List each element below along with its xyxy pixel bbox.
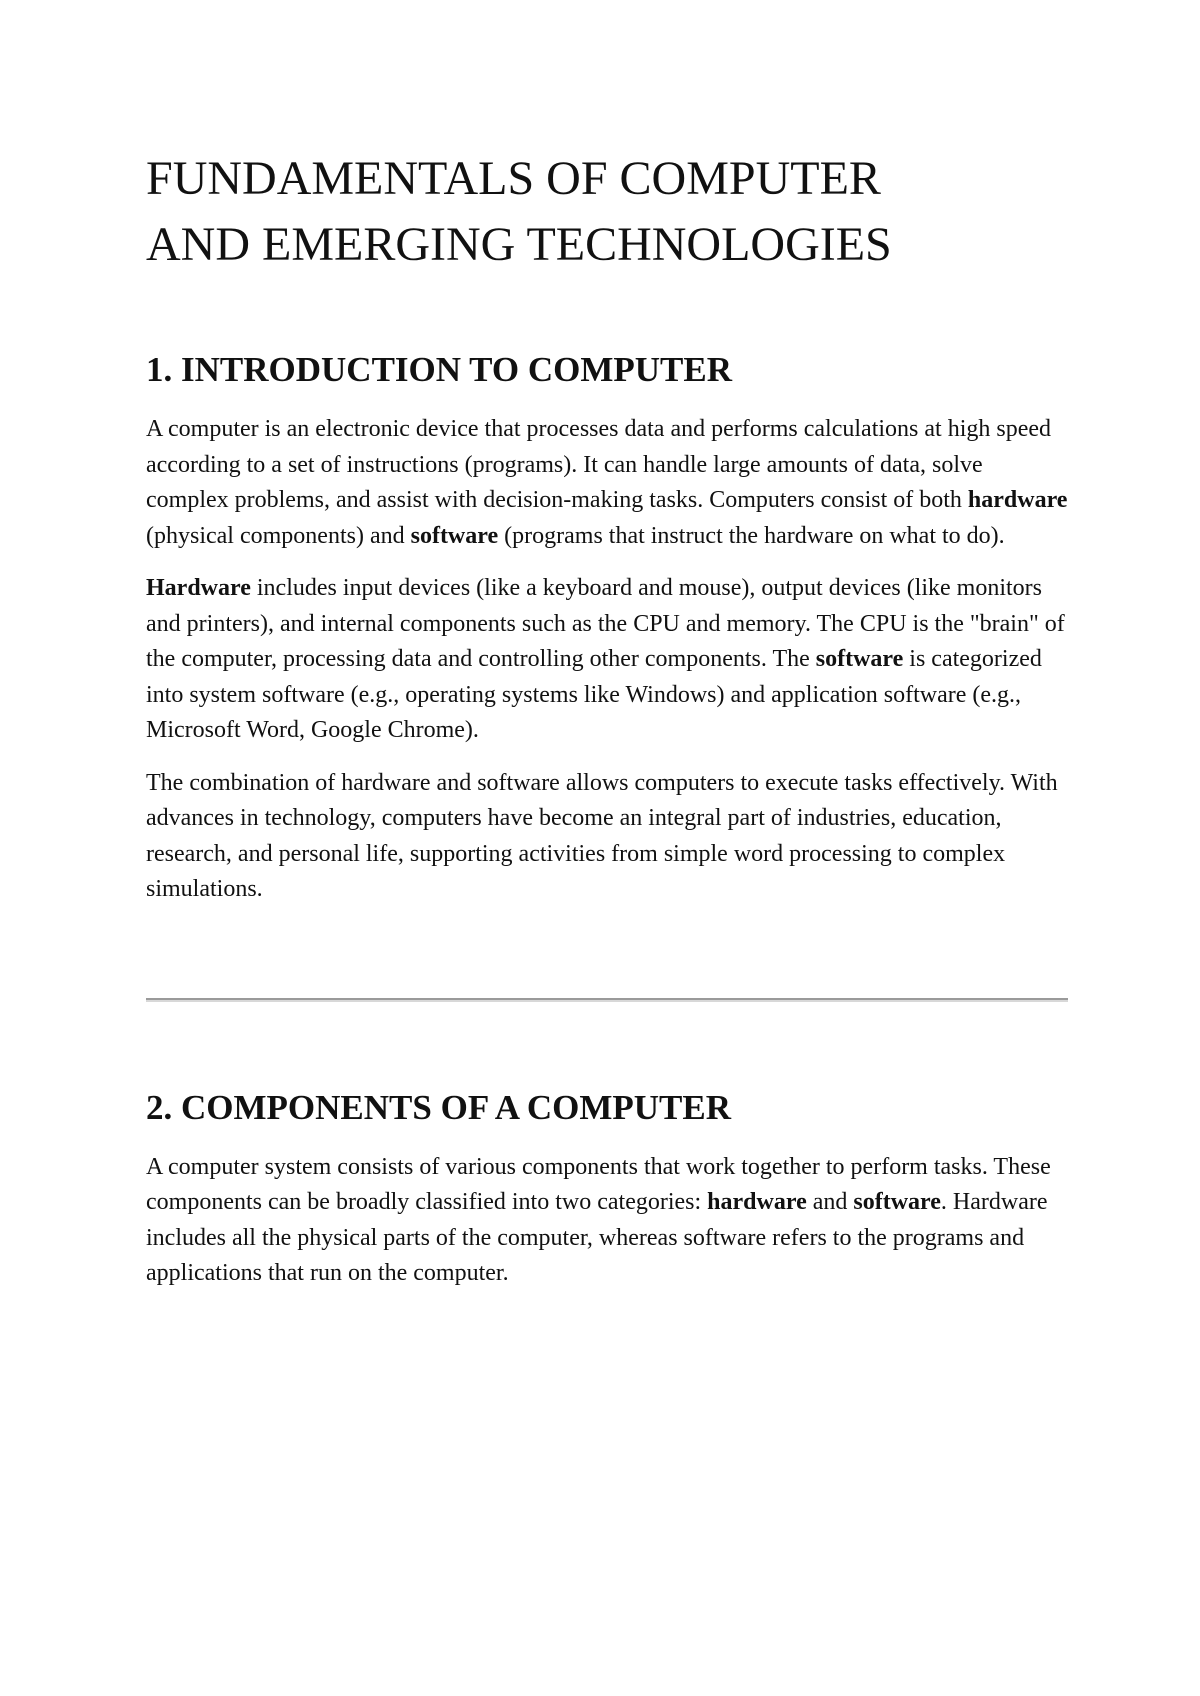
document-title-line-1: FUNDAMENTALS OF COMPUTER xyxy=(146,152,881,205)
bold-term-software: software xyxy=(853,1189,941,1215)
horizontal-divider xyxy=(146,998,1068,1002)
section-heading-components: 2. COMPONENTS OF A COMPUTER xyxy=(146,1087,731,1127)
intro-paragraph-1 xyxy=(146,412,1068,554)
document-title xyxy=(146,146,1068,278)
text-run: The combination of hardware and software allows computers to execute tasks effectively. With advances in technology, computers have become an integral part of industries, education, research, and personal life, supporting activities from simple word processing to complex simulations. xyxy=(146,769,1058,902)
bold-term-hardware: Hardware xyxy=(146,575,251,601)
intro-paragraph-3 xyxy=(146,766,1068,908)
text-run: and xyxy=(806,1189,854,1215)
intro-paragraph-2 xyxy=(146,571,1068,749)
text-run: . Hardware includes all the physical parts of the computer, whereas software refers to the programs and applications that run on the computer. xyxy=(146,1189,1048,1286)
document-title-line-2: AND EMERGING TECHNOLOGIES xyxy=(146,218,892,271)
bold-term-software: software xyxy=(815,646,904,672)
section-heading-introduction: 1. INTRODUCTION TO COMPUTER xyxy=(146,350,732,389)
bold-term-software: software xyxy=(410,522,499,549)
bold-term-hardware: hardware xyxy=(967,487,1068,513)
document-page xyxy=(146,146,1068,1292)
text-run: A computer system consists of various components that work together to perform tasks. These components can be broadly classified into two categories: xyxy=(146,1153,1051,1215)
bold-term-hardware: hardware xyxy=(707,1189,807,1215)
components-paragraph-1 xyxy=(146,1150,1068,1292)
text-run: includes input devices (like a keyboard and mouse), output devices (like monitors and printers), and internal components such as the CPU and memory. The CPU is the "brain" of the computer, processing data and controlling other components. The xyxy=(146,575,1065,672)
text-run: (physical components) and xyxy=(146,522,411,549)
text-run: (programs that instruct the hardware on what to do). xyxy=(498,522,1005,549)
text-run: is categorized into system software (e.g., operating systems like Windows) and application software (e.g., Microsoft Word, Google Chrome). xyxy=(146,646,1042,743)
text-run: A computer is an electronic device that processes data and performs calculations at high speed according to a set of instructions (programs). It can handle large amounts of data, solve complex problems, and assist with decision-making tasks. Computers consist of both xyxy=(146,416,1052,513)
